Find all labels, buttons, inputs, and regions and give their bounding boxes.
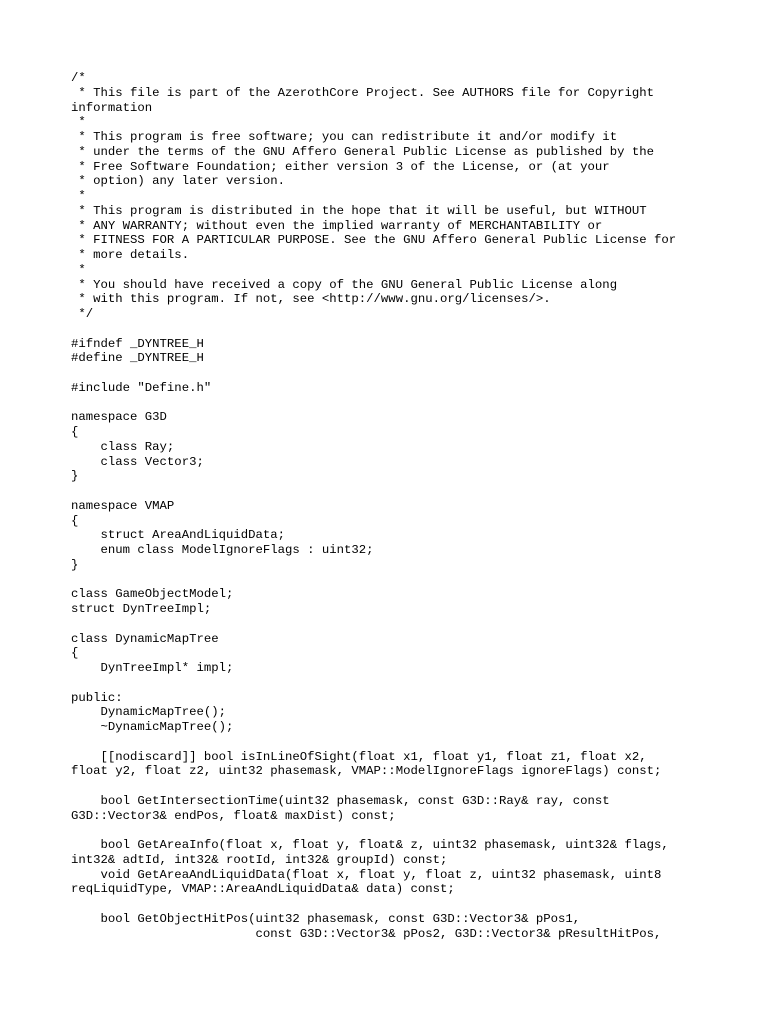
code-line: /* (71, 71, 86, 85)
code-line (71, 823, 751, 838)
code-line: G3D::Vector3& endPos, float& maxDist) const; (71, 808, 396, 823)
code-line: enum class ModelIgnoreFlags : uint32; (71, 543, 374, 557)
code-line: { (71, 513, 79, 528)
code-line: * This file is part of the AzerothCore Project. See AUTHORS file for Copyright (71, 85, 654, 100)
code-line: * under the terms of the GNU Affero General Public License as published by the (71, 144, 654, 159)
code-line: namespace G3D (71, 410, 167, 425)
code-line: #ifndef _DYNTREE_H (71, 336, 204, 351)
code-line: #define _DYNTREE_H (71, 351, 204, 366)
code-line: public: (71, 690, 123, 705)
code-line: information (71, 100, 153, 115)
code-line: * You should have received a copy of the GNU General Public License along (71, 277, 618, 292)
code-line (71, 735, 751, 750)
code-line: bool GetObjectHitPos(uint32 phasemask, const G3D::Vector3& pPos1, (71, 911, 581, 926)
code-line: { (71, 425, 79, 439)
code-line: * (71, 189, 86, 203)
code-line: [[nodiscard]] bool isInLineOfSight(float x1, float y1, float z1, float x2, (71, 749, 647, 764)
code-line (71, 322, 751, 337)
code-line: * with this program. If not, see <http://www.gnu.org/licenses/>. (71, 292, 551, 307)
code-line: ~DynamicMapTree(); (71, 720, 234, 734)
code-line: * more details. (71, 248, 190, 262)
code-line: float y2, float z2, uint32 phasemask, VMAP::ModelIgnoreFlags ignoreFlags) const; (71, 764, 662, 779)
code-line (71, 617, 751, 632)
code-line: } (71, 557, 79, 572)
code-line: * ANY WARRANTY; without even the implied warranty of MERCHANTABILITY or (71, 218, 603, 233)
source-code-document (71, 71, 751, 941)
code-line: struct AreaAndLiquidData; (71, 528, 286, 543)
code-line (71, 573, 751, 588)
code-line: * option) any later version. (71, 174, 286, 189)
code-line: * This program is distributed in the hope that it will be useful, but WITHOUT (71, 203, 647, 218)
code-line: namespace VMAP (71, 498, 175, 513)
code-line: reqLiquidType, VMAP::AreaAndLiquidData& data) const; (71, 882, 455, 897)
code-line: class Ray; (71, 439, 175, 454)
code-line: * This program is free software; you can redistribute it and/or modify it (71, 130, 618, 144)
code-line: { (71, 646, 79, 661)
code-line: class Vector3; (71, 454, 204, 469)
code-line: * (71, 262, 86, 277)
code-line: * (71, 115, 86, 130)
code-line: */ (71, 307, 94, 321)
code-line: bool GetAreaInfo(float x, float y, float& z, uint32 phasemask, uint32& flags, (71, 838, 669, 852)
code-line (71, 396, 751, 411)
code-line: struct DynTreeImpl; (71, 602, 212, 616)
code-line (71, 897, 751, 912)
code-line (71, 484, 751, 499)
code-line: const G3D::Vector3& pPos2, G3D::Vector3& pResultHitPos, (71, 926, 662, 941)
code-line: DynTreeImpl* impl; (71, 661, 234, 675)
code-line (71, 779, 751, 794)
code-line: int32& adtId, int32& rootId, int32& groupId) const; (71, 852, 448, 867)
code-line: class DynamicMapTree (71, 631, 219, 646)
code-line: * FITNESS FOR A PARTICULAR PURPOSE. See the GNU Affero General Public License for (71, 233, 677, 248)
code-line (71, 366, 751, 381)
code-line (71, 676, 751, 691)
code-line: #include "Define.h" (71, 380, 212, 395)
code-line: void GetAreaAndLiquidData(float x, float y, float z, uint32 phasemask, uint8 (71, 867, 662, 882)
code-line: * Free Software Foundation; either version 3 of the License, or (at your (71, 159, 610, 174)
code-line: class GameObjectModel; (71, 587, 234, 602)
code-line: } (71, 469, 79, 484)
code-line: DynamicMapTree(); (71, 705, 226, 720)
code-line: bool GetIntersectionTime(uint32 phasemask, const G3D::Ray& ray, const (71, 793, 610, 808)
